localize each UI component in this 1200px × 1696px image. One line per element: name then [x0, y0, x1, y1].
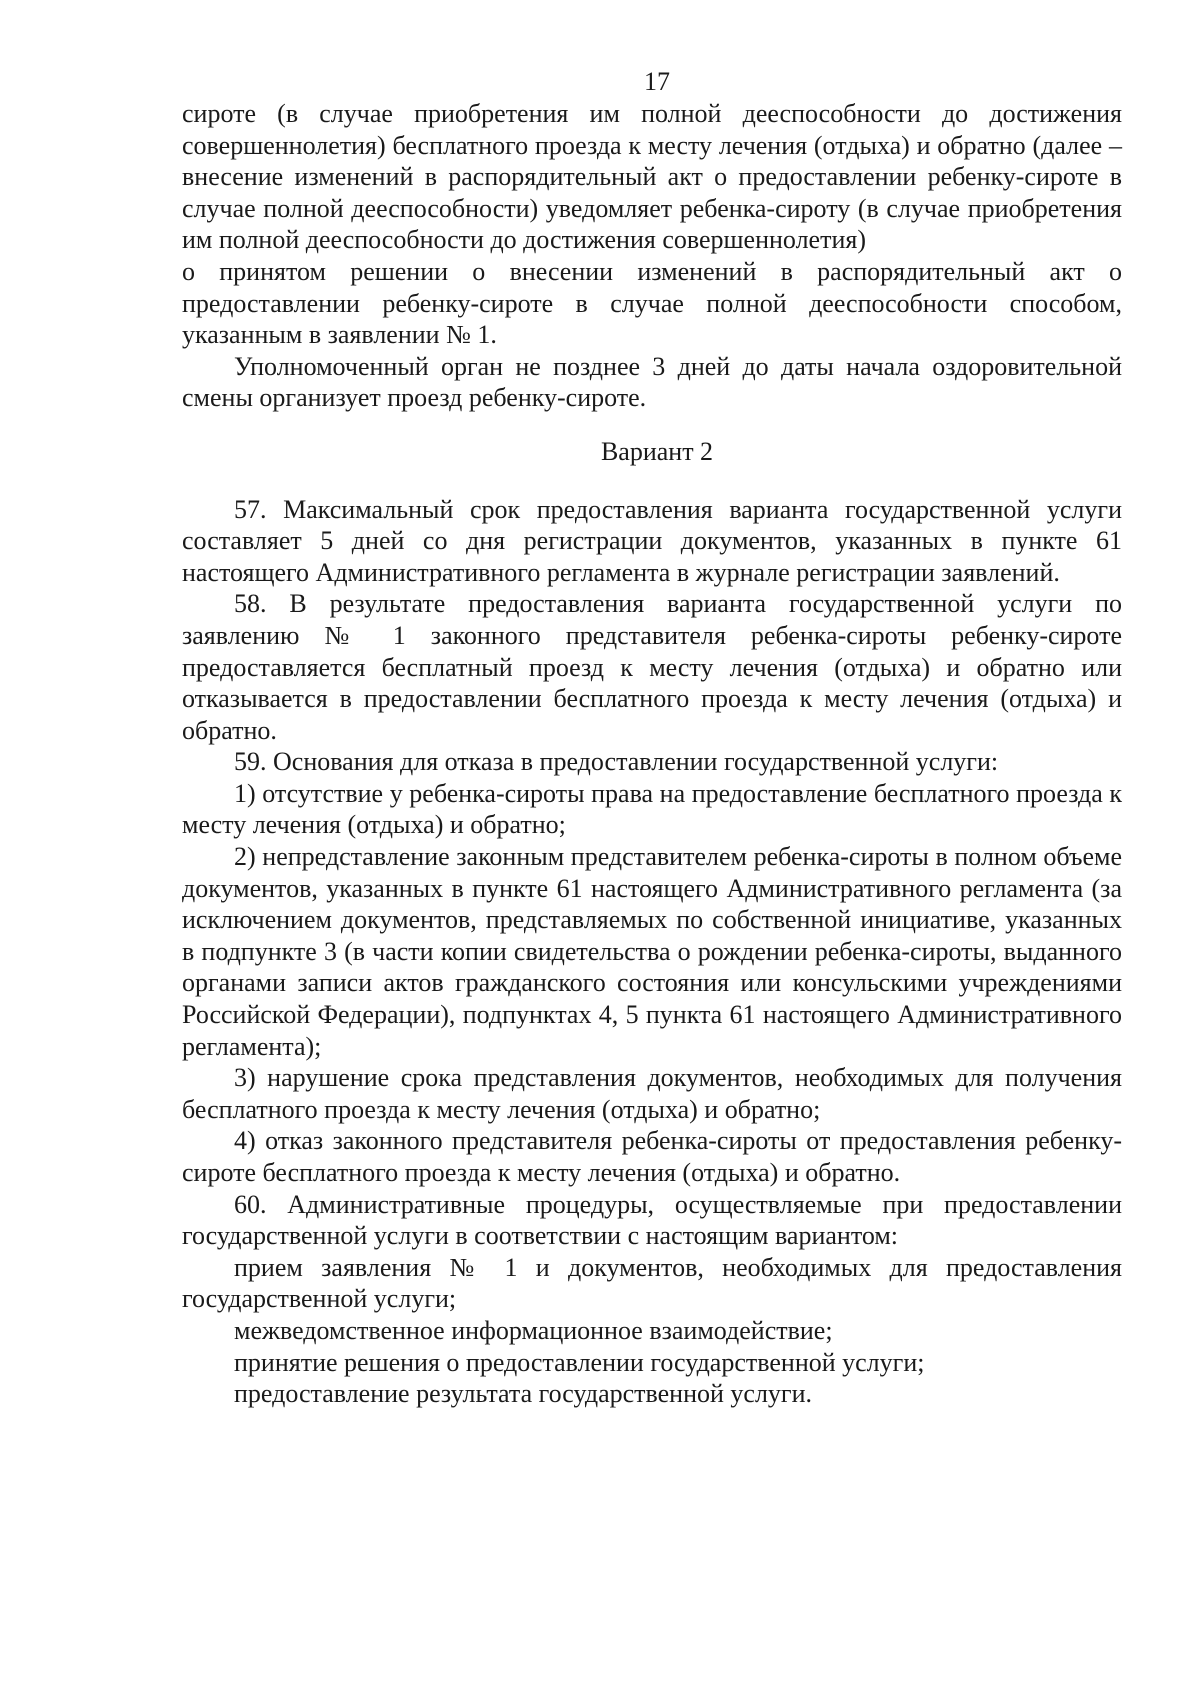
list-item-59-2: 2) непредставление законным представителем ребенка-сироты в полном объеме документов, указанных в пункте 61 настоящего Административного регламента (за исключением документов, представляемых по собственной инициативе, указанных в подпункте 3 (в части копии свидетельства о рождении ребенка-сироты, выданного органами записи актов гражданского состояния или консульскими учреждениями Российской Федерации), подпунктах 4, 5 пункта 61 настоящего Административного регламента); [182, 842, 1122, 1061]
paragraph-continuation: сироте (в случае приобретения им полной дееспособности до достижения совершеннолетия) бесплатного проезда к месту лечения (отдыха) и обратно (далее – внесение изменений в распорядительный акт о предоставлении ребенку-сироте в случае полной дееспособности) уведомляет ребенка-сироту (в случае приобретения им полной дееспособности до достижения совершеннолетия) [182, 99, 1122, 255]
procedure-item-2: межведомственное информационное взаимодействие; [234, 1315, 833, 1345]
paragraph-60: 60. Административные процедуры, осуществляемые при предоставлении государственной услуги в соответствии с настоящим вариантом: [182, 1189, 1122, 1251]
document-page [182, 66, 1122, 1410]
paragraph-notification: о принятом решении о внесении изменений в распорядительный акт о предоставлении ребенку-сироте в случае полной дееспособности способом, указанным в заявлении № 1. [182, 256, 1122, 350]
section-heading-variant-2: Вариант 2 [600, 436, 714, 466]
page-number: 17 [644, 67, 670, 96]
paragraph-59: 59. Основания для отказа в предоставлении государственной услуги: [234, 747, 999, 777]
procedure-item-1: прием заявления № 1 и документов, необходимых для предоставления государственной услуги; [182, 1252, 1122, 1314]
paragraph-58: 58. В результате предоставления варианта государственной услуги по заявлению № 1 законного представителя ребенка-сироты ребенку-сироте предоставляется бесплатный проезд к месту лечения (отдыха) и обратно или отказывается в предоставлении бесплатного проезда к месту лечения (отдыха) и обратно. [182, 589, 1122, 745]
paragraph-travel-organization: Уполномоченный орган не позднее 3 дней до даты начала оздоровительной смены организует проезд ребенку-сироте. [182, 351, 1122, 413]
list-item-59-4: 4) отказ законного представителя ребенка-сироты от предоставления ребенку-сироте бесплатного проезда к месту лечения (отдыха) и обратно. [182, 1126, 1122, 1187]
list-item-59-1: 1) отсутствие у ребенка-сироты права на предоставление бесплатного проезда к месту лечения (отдыха) и обратно; [182, 778, 1122, 840]
paragraph-57: 57. Максимальный срок предоставления варианта государственной услуги составляет 5 дней со дня регистрации документов, указанных в пункте 61 настоящего Административного регламента в журнале регистрации заявлений. [182, 494, 1122, 587]
list-item-59-3: 3) нарушение срока представления документов, необходимых для получения бесплатного проезда к месту лечения (отдыха) и обратно; [182, 1063, 1122, 1124]
procedure-item-4: предоставление результата государственной услуги. [234, 1379, 813, 1409]
procedure-item-3: принятие решения о предоставлении государственной услуги; [234, 1347, 925, 1377]
